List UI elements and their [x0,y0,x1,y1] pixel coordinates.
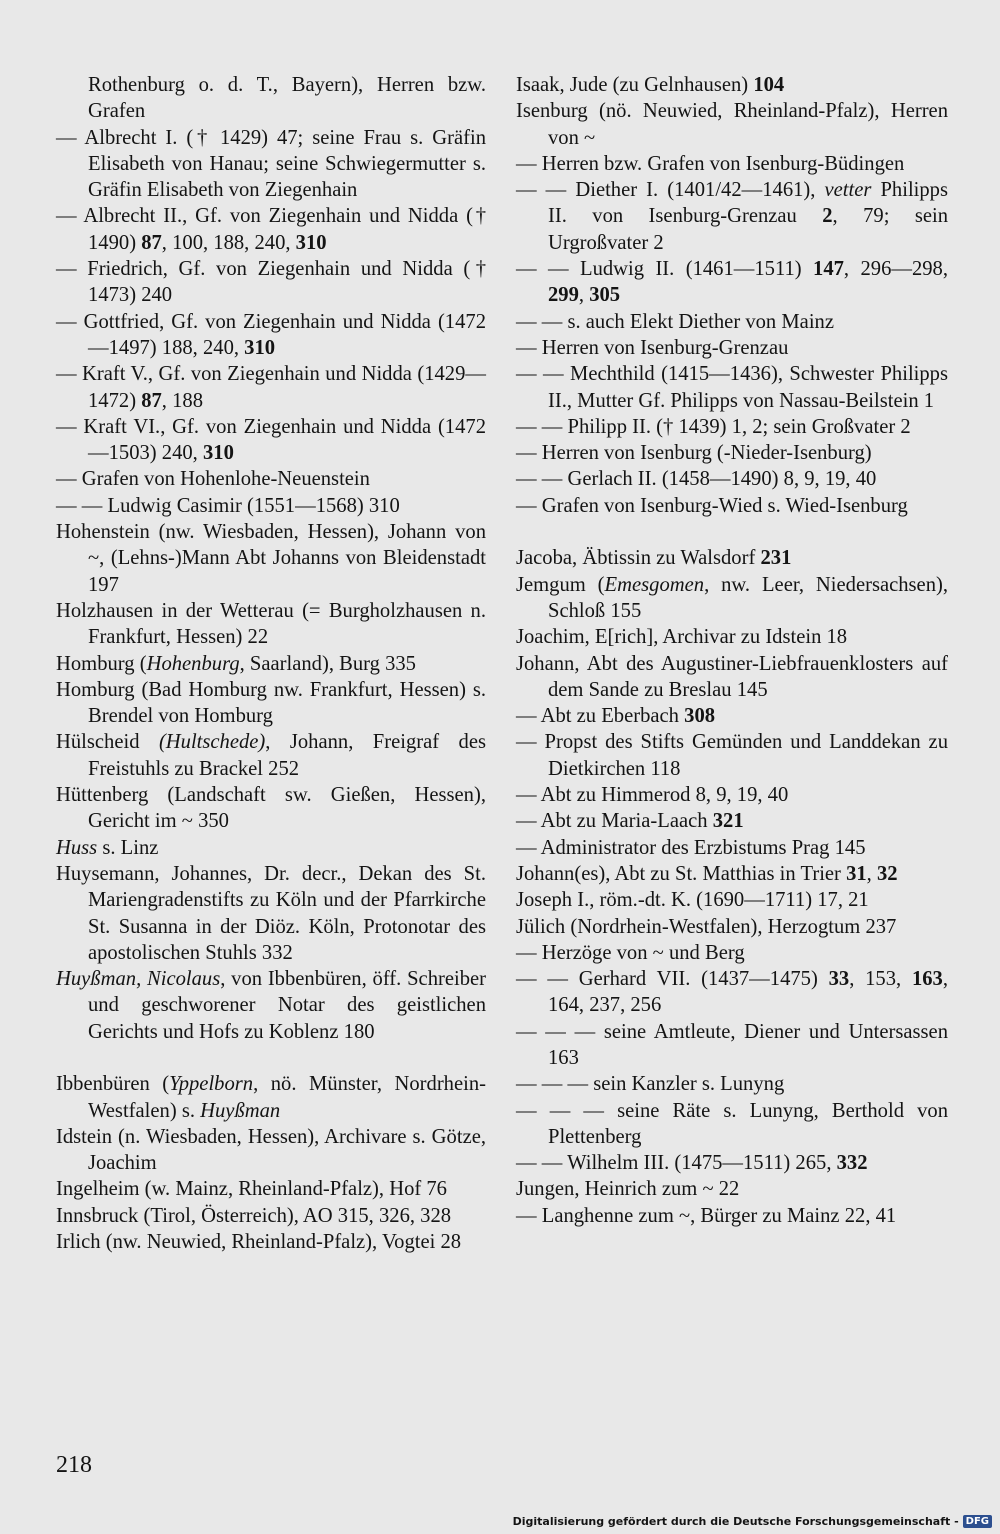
index-entry: Ibbenbüren (Yppelborn, nö. Münster, Nordrhein-Westfalen) s. Huyßman [56,1073,486,1122]
index-entry: Joachim, E[rich], Archivar zu Idstein 18 [516,626,848,649]
index-entry: — Abt zu Himmerod 8, 9, 19, 40 [516,784,789,807]
index-entry: Idstein (n. Wiesbaden, Hessen), Archivare s. Götze, Joachim [56,1125,486,1175]
index-entry: — Abt zu Eberbach 308 [516,705,716,728]
index-entry: Huysemann, Johannes, Dr. decr., Dekan des St. Mariengradenstifts zu Köln und der Pfarrkirche St. Susanna in der Diöz. Köln, Protonotar des apostolischen Stuhls 332 [56,862,486,964]
index-entry: — Herren von Isenburg-Grenzau [516,336,789,359]
index-entry: — Albrecht II., Gf. von Ziegenhain und Nidda († 1490) 87, 100, 188, 240, 310 [56,205,486,254]
index-column-left [56,72,486,1255]
footer-text: Digitalisierung gefördert durch die Deutsche Forschungsgemeinschaft - [512,1515,959,1528]
index-entry: — — Wilhelm III. (1475—1511) 265, 332 [516,1152,868,1175]
index-entry: — — Ludwig II. (1461—1511) 147, 296—298, 299, 305 [516,258,948,307]
index-entry: — Kraft VI., Gf. von Ziegenhain und Nidda (1472—1503) 240, 310 [56,415,486,465]
footer-credit [513,1515,992,1528]
index-entry: — — Gerlach II. (1458—1490) 8, 9, 19, 40 [516,468,877,491]
index-entry: — Albrecht I. († 1429) 47; seine Frau s. Gräfin Elisabeth von Hanau; seine Schwiegermutter s. Gräfin Elisabeth von Ziegenhain [56,126,486,202]
index-entry: — — Philipp II. († 1439) 1, 2; sein Großvater 2 [516,415,911,438]
section-gap [56,1045,486,1071]
index-entry: Rothenburg o. d. T., Bayern), Herren bzw. Grafen [88,74,486,123]
index-entry: — Gottfried, Gf. von Ziegenhain und Nidda (1472—1497) 188, 240, 310 [56,310,486,359]
index-entry: Holzhausen in der Wetterau (= Burgholzhausen n. Frankfurt, Hessen) 22 [56,599,486,649]
section-gap [516,519,948,545]
index-entry: Hüttenberg (Landschaft sw. Gießen, Hessen), Gericht im ~ 350 [56,784,486,833]
index-entry: Homburg (Hohenburg, Saarland), Burg 335 [56,652,416,675]
index-entry: Isaak, Jude (zu Gelnhausen) 104 [516,74,785,96]
index-entry: Johann, Abt des Augustiner-Liebfrauenklosters auf dem Sande zu Breslau 145 [516,652,948,701]
index-entry: Ingelheim (w. Mainz, Rheinland-Pfalz), Hof 76 [56,1178,447,1201]
index-entry: — Kraft V., Gf. von Ziegenhain und Nidda (1429—1472) 87, 188 [56,363,486,412]
index-entry: Jacoba, Äbtissin zu Walsdorf 231 [516,547,792,570]
index-entry: — Grafen von Hohenlohe-Neuenstein [56,468,370,491]
index-entry: Huss s. Linz [56,836,159,859]
index-entry: — Abt zu Maria-Laach 321 [516,810,744,833]
index-entry: — — Mechthild (1415—1436), Schwester Philipps II., Mutter Gf. Philipps von Nassau-Beilstein 1 [516,363,948,412]
index-entry: — — — seine Räte s. Lunyng, Berthold von Plettenberg [516,1099,948,1148]
index-entry: Hülscheid (Hultschede), Johann, Freigraf des Freistuhls zu Brackel 252 [56,731,486,780]
index-entry: — Herren bzw. Grafen von Isenburg-Büdingen [516,152,905,175]
index-entry: Isenburg (nö. Neuwied, Rheinland-Pfalz), Herren von ~ [516,100,948,149]
index-entry: Hohenstein (nw. Wiesbaden, Hessen), Johann von ~, (Lehns-)Mann Abt Johanns von Bleidenstadt 197 [56,521,486,596]
index-entry: — Herzöge von ~ und Berg [516,941,745,964]
dfg-logo: DFG [963,1515,992,1528]
index-entry: — Propst des Stifts Gemünden und Landdekan zu Dietkirchen 118 [516,731,948,780]
index-entry: — — — seine Amtleute, Diener und Untersassen 163 [516,1020,948,1069]
index-entry: — — — sein Kanzler s. Lunyng [516,1073,785,1096]
index-entry: Huyßman, Nicolaus, von Ibbenbüren, öff. Schreiber und geschworener Notar des geistlichen Gerichts und Hofs zu Koblenz 180 [56,968,487,1043]
page-number: 218 [56,1452,92,1478]
index-entry: — Herren von Isenburg (-Nieder-Isenburg) [516,442,872,465]
index-entry: — — s. auch Elekt Diether von Mainz [516,310,834,333]
index-entry: Jülich (Nordrhein-Westfalen), Herzogtum 237 [516,915,897,938]
index-entry: — Administrator des Erzbistums Prag 145 [516,836,866,859]
index-entry: Joseph I., röm.-dt. K. (1690—1711) 17, 21 [516,889,869,912]
index-entry: Innsbruck (Tirol, Österreich), AO 315, 326, 328 [56,1204,452,1227]
index-entry: — — Diether I. (1401/42—1461), vetter Philipps II. von Isenburg-Grenzau 2, 79; sein Urgroßvater 2 [516,179,948,254]
index-entry: — Langhenne zum ~, Bürger zu Mainz 22, 41 [516,1204,897,1227]
index-entry: Irlich (nw. Neuwied, Rheinland-Pfalz), Vogtei 28 [56,1231,462,1254]
index-entry: — Grafen von Isenburg-Wied s. Wied-Isenburg [516,494,908,517]
index-entry: — Friedrich, Gf. von Ziegenhain und Nidda († 1473) 240 [56,258,486,307]
index-entry: — — Ludwig Casimir (1551—1568) 310 [56,494,400,517]
index-entry: Jemgum (Emesgomen, nw. Leer, Niedersachsen), Schloß 155 [516,573,948,622]
index-entry: Homburg (Bad Homburg nw. Frankfurt, Hessen) s. Brendel von Homburg [56,678,486,728]
index-entry: — — Gerhard VII. (1437—1475) 33, 153, 163, 164, 237, 256 [516,968,948,1017]
index-entry: Johann(es), Abt zu St. Matthias in Trier 31, 32 [516,862,898,885]
index-entry: Jungen, Heinrich zum ~ 22 [516,1178,740,1201]
index-column-right [516,72,948,1229]
